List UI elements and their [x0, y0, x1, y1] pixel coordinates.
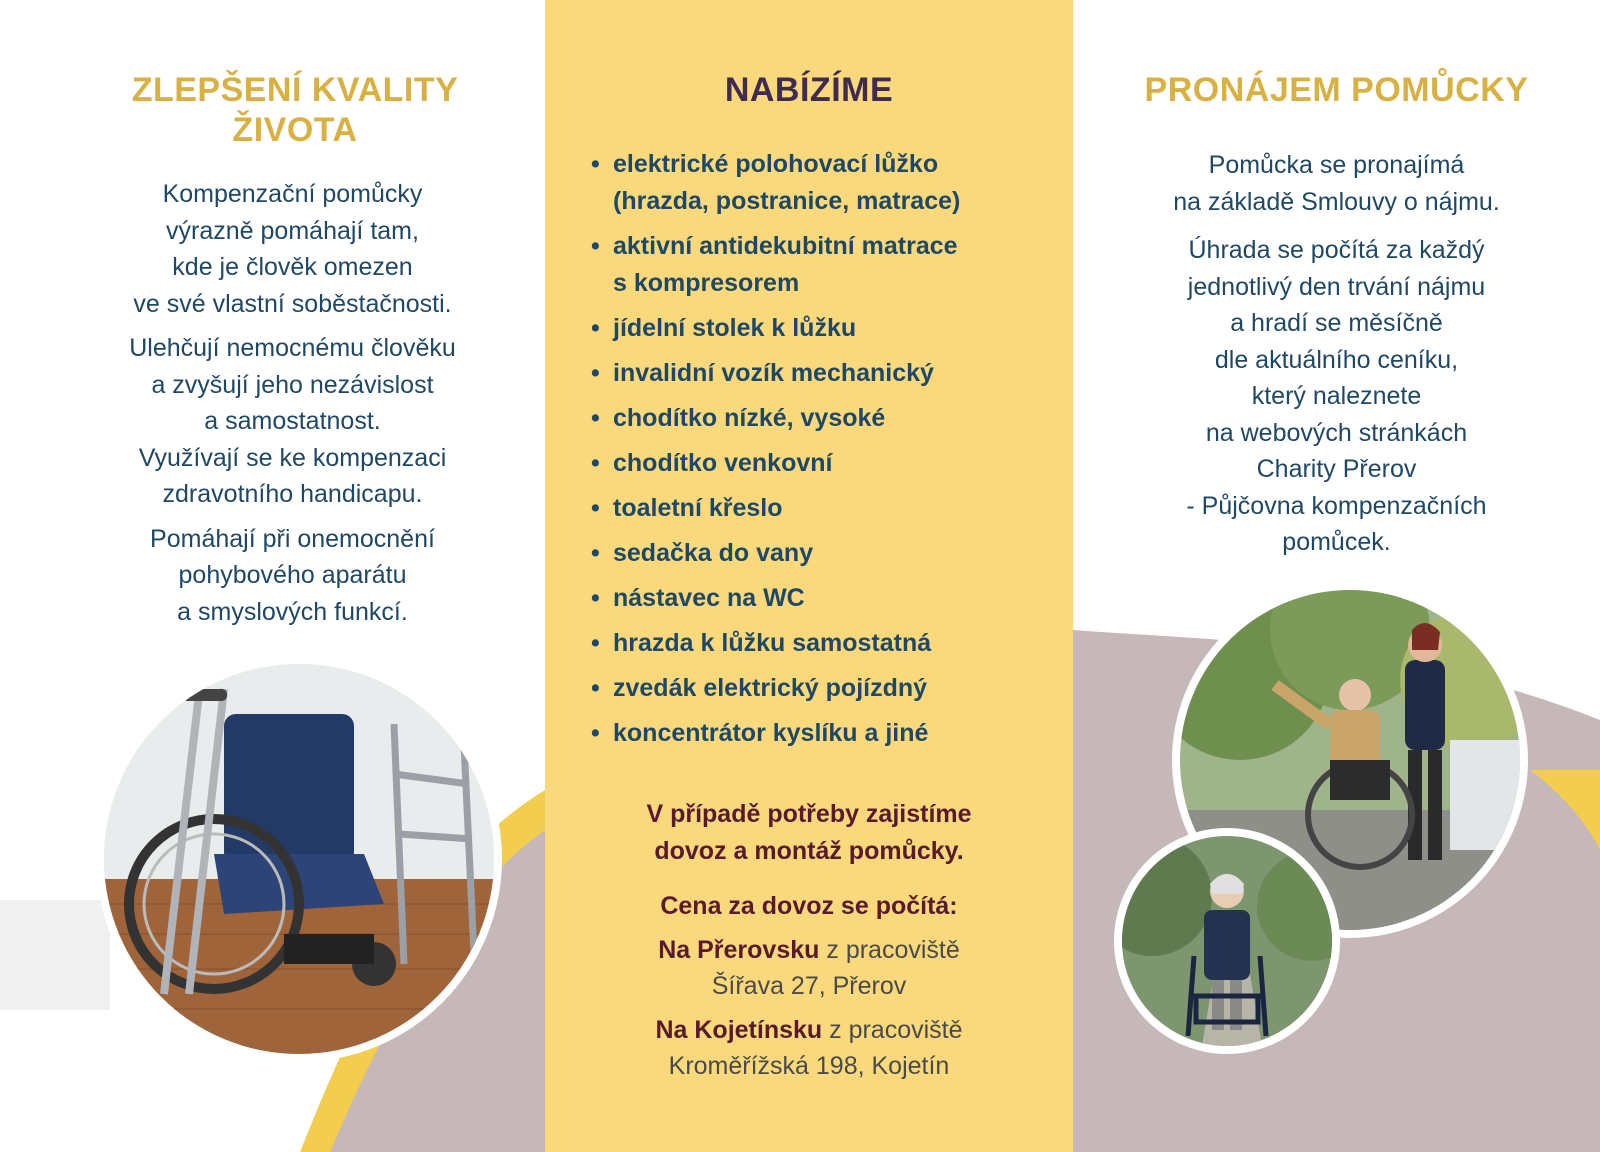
branch-name: Na Kojetínsku: [655, 1016, 823, 1044]
item-line: jídelní stolek k lůžku: [613, 314, 857, 342]
text-line: na webových stránkách: [1205, 418, 1468, 447]
list-item: [589, 445, 1069, 482]
left-paragraph-2: [40, 330, 545, 513]
item-line: elektrické polohovací lůžko: [613, 150, 939, 178]
text-line: kde je člověk omezen: [172, 253, 413, 281]
text-line: dle aktuálního ceníku,: [1214, 345, 1459, 374]
left-heading: [60, 70, 530, 150]
item-line: s kompresorem: [613, 269, 800, 297]
branch-address: Šířava 27, Přerov: [711, 972, 907, 1000]
right-heading: PRONÁJEM POMŮCKY: [1144, 71, 1529, 109]
middle-heading-wrap: [545, 70, 1073, 110]
text-line: Pomáhají při onemocnění: [150, 524, 435, 553]
text-line: Pomůcka se pronajímá: [1208, 151, 1465, 179]
right-body: [1073, 147, 1600, 561]
branch-name: Na Přerovsku: [658, 936, 820, 964]
list-item: [589, 625, 1069, 662]
text-line: výrazně pomáhají tam,: [166, 216, 419, 245]
list-item: [589, 715, 1069, 752]
delivery-note: [545, 796, 1073, 870]
text-line: jednotlivý den trvání nájmu: [1187, 272, 1486, 301]
item-line: (hrazda, postranice, matrace): [613, 187, 961, 215]
text-line: a samostatnost.: [204, 407, 381, 435]
list-item: [589, 228, 1069, 302]
branch-suffix: z pracoviště: [819, 936, 960, 964]
wheelchair-photo-icon: [104, 664, 494, 1054]
offer-list: [589, 146, 1069, 760]
list-item: [589, 535, 1069, 572]
item-line: sedačka do vany: [613, 539, 814, 567]
text-line: zdravotního handicapu.: [162, 480, 423, 508]
left-heading-line1: ZLEPŠENÍ KVALITY: [131, 71, 459, 109]
wheelchair-photo: [104, 664, 494, 1054]
list-item: [589, 355, 1069, 392]
list-item: [589, 146, 1069, 220]
text-line: Ulehčují nemocnému člověku: [129, 334, 456, 362]
text-line: na základě Smlouvy o nájmu.: [1173, 187, 1500, 216]
text-line: Charity Přerov: [1256, 455, 1417, 483]
right-paragraph-2: [1073, 232, 1600, 561]
list-item: [589, 400, 1069, 437]
item-line: toaletní křeslo: [613, 494, 783, 522]
list-item: [589, 580, 1069, 617]
text-line: který naleznete: [1251, 382, 1422, 410]
item-line: hrazda k lůžku samostatná: [613, 629, 932, 657]
list-item: [589, 310, 1069, 347]
branch-kojetin: [545, 1012, 1073, 1084]
left-body: [40, 176, 545, 630]
right-paragraph-1: [1073, 147, 1600, 220]
left-paragraph-1: [40, 176, 545, 322]
text-line: Využívají se ke kompenzaci: [138, 443, 447, 472]
branch-prerov: [545, 932, 1073, 1004]
branch-suffix: z pracoviště: [822, 1016, 963, 1044]
item-line: chodítko venkovní: [613, 449, 833, 477]
item-line: aktivní antidekubitní matrace: [613, 232, 958, 260]
text-line: a smyslových funkcí.: [177, 597, 408, 626]
list-item: [589, 490, 1069, 527]
text-line: - Půjčovna kompenzačních: [1186, 491, 1487, 520]
walker-photo-icon: [1122, 836, 1332, 1046]
note-line: V případě potřeby zajistíme: [646, 800, 972, 828]
item-line: invalidní vozík mechanický: [613, 359, 934, 387]
left-heading-line2: ŽIVOTA: [232, 111, 358, 149]
text-line: pomůcek.: [1282, 528, 1391, 556]
left-paragraph-3: [40, 521, 545, 631]
middle-column: [545, 0, 1073, 1152]
list-item: [589, 670, 1069, 707]
item-line: zvedák elektrický pojízdný: [613, 674, 928, 702]
price-title: Cena za dovoz se počítá:: [660, 892, 958, 920]
text-line: Kompenzační pomůcky: [162, 180, 423, 208]
branch-address: Kroměřížská 198, Kojetín: [668, 1052, 950, 1080]
note-line: dovoz a montáž pomůcky.: [654, 837, 964, 865]
text-line: Úhrada se počítá za každý: [1188, 236, 1485, 264]
item-line: chodítko nízké, vysoké: [613, 404, 886, 432]
text-line: ve své vlastní soběstačnosti.: [133, 289, 452, 318]
right-heading-wrap: [1073, 70, 1600, 110]
text-line: a hradí se měsíčně: [1230, 309, 1443, 337]
item-line: nástavec na WC: [613, 584, 805, 612]
middle-heading: NABÍZÍME: [724, 71, 894, 109]
delivery-price: [545, 888, 1073, 1084]
item-line: koncentrátor kyslíku a jiné: [613, 719, 929, 747]
walker-photo: [1122, 836, 1332, 1046]
text-line: pohybového aparátu: [178, 561, 407, 589]
text-line: a zvyšují jeho nezávislost: [151, 370, 434, 399]
